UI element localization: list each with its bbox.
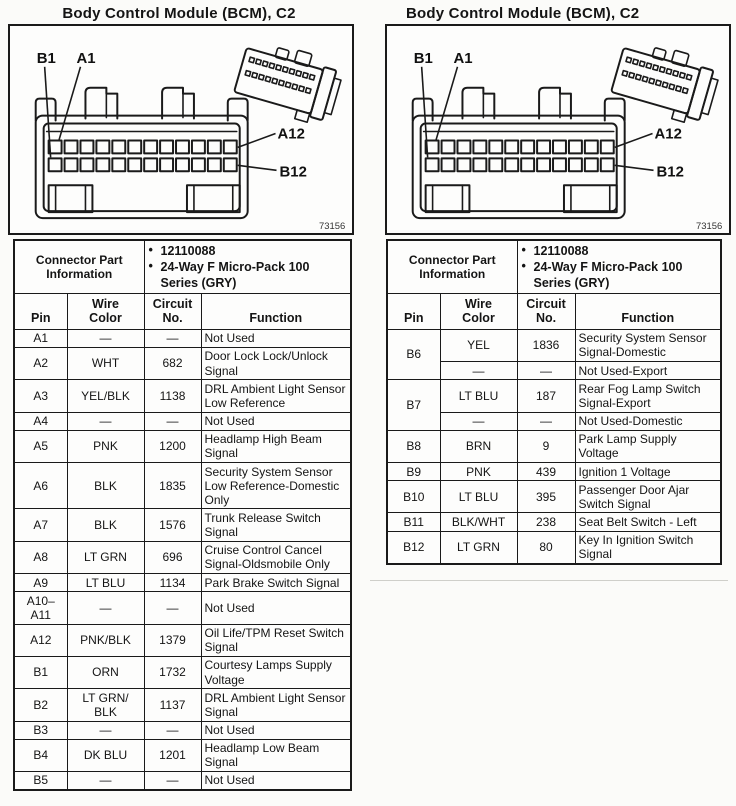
pin-cavity bbox=[505, 140, 518, 153]
function-cell: Not Used bbox=[201, 329, 351, 347]
function-cell: Park Brake Switch Signal bbox=[201, 574, 351, 592]
iso-pin-holes bbox=[245, 57, 315, 93]
iso-pin-hole bbox=[642, 76, 648, 82]
pin-cell: B9 bbox=[387, 463, 440, 481]
wire-color-cell: YEL bbox=[440, 329, 517, 361]
pin-cavity bbox=[553, 158, 566, 171]
leader-line-a12 bbox=[238, 133, 276, 147]
wire-color-cell: LT GRN/ BLK bbox=[67, 689, 144, 721]
wire-color-cell: BRN bbox=[440, 430, 517, 462]
table-row bbox=[14, 771, 351, 790]
wire-color-cell: WHT bbox=[67, 347, 144, 379]
wire-color-cell: — bbox=[67, 771, 144, 790]
col-header-function: Function bbox=[575, 293, 721, 329]
connector-part-numbers bbox=[144, 240, 351, 293]
iso-pin-hole bbox=[256, 59, 262, 65]
iso-pin-hole bbox=[633, 59, 639, 65]
pin-cavity bbox=[224, 140, 237, 153]
circuit-no-cell: — bbox=[144, 771, 201, 790]
function-cell: Security System Sensor Low Reference-Domestic Only bbox=[201, 463, 351, 509]
pin-cell: A2 bbox=[14, 347, 67, 379]
pin-cavity bbox=[65, 140, 78, 153]
part-number-text: 24-Way F Micro-Pack 100 Series (GRY) bbox=[533, 259, 683, 290]
part-number-text: 24-Way F Micro-Pack 100 Series (GRY) bbox=[160, 259, 310, 290]
function-cell: Not Used bbox=[201, 412, 351, 430]
bullet-icon: • bbox=[521, 258, 526, 273]
connector-part-numbers bbox=[517, 240, 721, 293]
pin-cell: B3 bbox=[14, 721, 67, 739]
function-cell: Not Used bbox=[201, 592, 351, 624]
circuit-no-cell: 187 bbox=[517, 380, 575, 412]
iso-pin-hole bbox=[659, 67, 665, 73]
pin-cavity bbox=[426, 158, 439, 171]
connector-front-view bbox=[36, 88, 248, 218]
connector-part-info-row bbox=[14, 240, 351, 293]
pin-cavity bbox=[112, 140, 125, 153]
pin-cavity bbox=[457, 140, 470, 153]
wire-color-cell: — bbox=[67, 412, 144, 430]
wire-color-cell: PNK/BLK bbox=[67, 624, 144, 656]
pin-cavity bbox=[96, 158, 109, 171]
iso-pin-hole bbox=[669, 84, 675, 90]
function-cell: DRL Ambient Light Sensor Low Reference bbox=[201, 380, 351, 412]
wire-color-cell: PNK bbox=[440, 463, 517, 481]
table-header-row bbox=[387, 293, 721, 329]
circuit-no-cell: 1732 bbox=[144, 656, 201, 688]
iso-pin-hole bbox=[269, 63, 275, 69]
connector-diagram-box bbox=[8, 24, 354, 235]
iso-pin-hole bbox=[680, 73, 686, 79]
iso-pin-hole bbox=[296, 71, 302, 77]
table-row bbox=[14, 430, 351, 462]
circuit-no-cell: — bbox=[517, 362, 575, 380]
circuit-no-cell: 696 bbox=[144, 541, 201, 573]
function-cell: Headlamp High Beam Signal bbox=[201, 430, 351, 462]
pin-cavity bbox=[457, 158, 470, 171]
function-cell: Trunk Release Switch Signal bbox=[201, 509, 351, 541]
function-cell: Headlamp Low Beam Signal bbox=[201, 739, 351, 771]
table-row bbox=[14, 380, 351, 412]
table-row bbox=[387, 513, 721, 531]
pin-label-b1: B1 bbox=[36, 49, 56, 67]
circuit-no-cell: 395 bbox=[517, 481, 575, 513]
iso-pin-hole bbox=[262, 61, 268, 67]
figure-number: 73156 bbox=[318, 221, 346, 233]
wire-color-cell: — bbox=[440, 362, 517, 380]
part-number-text: 12110088 bbox=[533, 243, 589, 258]
wire-color-cell: — bbox=[440, 412, 517, 430]
function-cell: Rear Fog Lamp Switch Signal-Export bbox=[575, 380, 721, 412]
iso-pin-hole bbox=[252, 73, 258, 79]
pin-cavity bbox=[442, 140, 455, 153]
circuit-no-cell: 1137 bbox=[144, 689, 201, 721]
connector-iso-view bbox=[609, 36, 723, 128]
panel-title: Body Control Module (BCM), C2 bbox=[62, 5, 296, 22]
bullet-icon: • bbox=[521, 242, 526, 257]
function-cell: Seat Belt Switch - Left bbox=[575, 513, 721, 531]
table-row bbox=[387, 481, 721, 513]
pin-cell: B1 bbox=[14, 656, 67, 688]
pin-cell: B11 bbox=[387, 513, 440, 531]
iso-pin-hole bbox=[285, 82, 291, 88]
wire-color-cell: — bbox=[67, 329, 144, 347]
pin-cell: B2 bbox=[14, 689, 67, 721]
iso-pin-hole bbox=[653, 65, 659, 71]
part-number-item bbox=[148, 243, 348, 259]
table-row bbox=[14, 739, 351, 771]
leader-line-a1 bbox=[436, 67, 458, 142]
pin-cell: A12 bbox=[14, 624, 67, 656]
circuit-no-cell: — bbox=[144, 329, 201, 347]
iso-pin-hole bbox=[676, 86, 682, 92]
col-header-circuit-no: Circuit No. bbox=[144, 293, 201, 329]
pin-cavity bbox=[521, 140, 534, 153]
function-cell: Not Used-Domestic bbox=[575, 412, 721, 430]
bullet-icon: • bbox=[148, 258, 153, 273]
iso-pin-hole bbox=[629, 73, 635, 79]
pin-label-a1: A1 bbox=[76, 49, 96, 67]
wire-color-cell: LT BLU bbox=[67, 574, 144, 592]
function-cell: Not Used bbox=[201, 771, 351, 790]
table-row bbox=[14, 463, 351, 509]
pin-cavity bbox=[208, 140, 221, 153]
table-row bbox=[14, 574, 351, 592]
table-header-row bbox=[14, 293, 351, 329]
table-row bbox=[14, 541, 351, 573]
wire-color-cell: LT GRN bbox=[67, 541, 144, 573]
pin-label-b12: B12 bbox=[656, 163, 684, 181]
pin-cell: A9 bbox=[14, 574, 67, 592]
part-number-item bbox=[148, 259, 348, 292]
pin-cavity bbox=[569, 140, 582, 153]
pin-cavity bbox=[601, 158, 614, 171]
pin-cavity bbox=[80, 140, 93, 153]
wire-color-cell: PNK bbox=[67, 430, 144, 462]
leader-line-a1 bbox=[59, 67, 81, 142]
pin-cavity bbox=[112, 158, 125, 171]
circuit-no-cell: 1835 bbox=[144, 463, 201, 509]
pin-cell: B6 bbox=[387, 329, 440, 379]
pin-cell: A7 bbox=[14, 509, 67, 541]
bcm-c2-panel-left bbox=[0, 0, 368, 791]
pin-cell: B4 bbox=[14, 739, 67, 771]
circuit-no-cell: 1576 bbox=[144, 509, 201, 541]
pin-grid bbox=[426, 140, 614, 171]
pin-cavity bbox=[160, 140, 173, 153]
wire-color-cell: BLK bbox=[67, 463, 144, 509]
figure-number: 73156 bbox=[695, 221, 723, 233]
table-row bbox=[14, 592, 351, 624]
pin-cell: B5 bbox=[14, 771, 67, 790]
pin-cavity bbox=[537, 140, 550, 153]
iso-pin-hole bbox=[249, 57, 255, 63]
iso-pin-hole bbox=[662, 82, 668, 88]
table-row bbox=[14, 689, 351, 721]
pin-cell: A5 bbox=[14, 430, 67, 462]
leader-line-a12 bbox=[615, 133, 653, 147]
connector-svg bbox=[10, 26, 352, 233]
table-row bbox=[14, 656, 351, 688]
iso-pin-hole bbox=[686, 74, 692, 80]
bcm-c2-panel-right bbox=[368, 0, 736, 565]
pin-cell: A4 bbox=[14, 412, 67, 430]
table-row bbox=[14, 624, 351, 656]
table-row bbox=[14, 721, 351, 739]
function-cell: Passenger Door Ajar Switch Signal bbox=[575, 481, 721, 513]
circuit-no-cell: 1134 bbox=[144, 574, 201, 592]
iso-pin-hole bbox=[636, 74, 642, 80]
pin-grid bbox=[49, 140, 237, 171]
pin-cell: A8 bbox=[14, 541, 67, 573]
pin-cavity bbox=[585, 158, 598, 171]
pin-cavity bbox=[128, 140, 141, 153]
pin-cavity bbox=[489, 140, 502, 153]
wire-color-cell: — bbox=[67, 721, 144, 739]
function-cell: Park Lamp Supply Voltage bbox=[575, 430, 721, 462]
pin-cavity bbox=[160, 158, 173, 171]
iso-pin-hole bbox=[303, 73, 309, 79]
iso-pin-hole bbox=[309, 74, 315, 80]
table-row bbox=[387, 430, 721, 462]
iso-pin-hole bbox=[656, 80, 662, 86]
leader-line-b12 bbox=[615, 165, 654, 170]
iso-pin-hole bbox=[649, 78, 655, 84]
circuit-no-cell: — bbox=[144, 721, 201, 739]
pin-cell: B7 bbox=[387, 380, 440, 430]
part-number-item bbox=[521, 259, 718, 292]
iso-pin-hole bbox=[639, 61, 645, 67]
iso-pin-hole bbox=[282, 67, 288, 73]
col-header-circuit-no: Circuit No. bbox=[517, 293, 575, 329]
pin-cavity bbox=[442, 158, 455, 171]
wire-color-cell: LT BLU bbox=[440, 380, 517, 412]
pin-cavity bbox=[128, 158, 141, 171]
function-cell: Oil Life/TPM Reset Switch Signal bbox=[201, 624, 351, 656]
pin-cavity bbox=[473, 140, 486, 153]
bullet-icon: • bbox=[148, 242, 153, 257]
function-cell: Courtesy Lamps Supply Voltage bbox=[201, 656, 351, 688]
connector-part-info-label: Connector Part Information bbox=[387, 240, 517, 293]
col-header-pin: Pin bbox=[14, 293, 67, 329]
circuit-no-cell: 1379 bbox=[144, 624, 201, 656]
iso-pin-hole bbox=[622, 71, 628, 77]
circuit-no-cell: 1836 bbox=[517, 329, 575, 361]
pin-cavity bbox=[537, 158, 550, 171]
pin-cavity bbox=[553, 140, 566, 153]
pin-cavity bbox=[224, 158, 237, 171]
iso-pin-hole bbox=[276, 65, 282, 71]
connector-part-info-label: Connector Part Information bbox=[14, 240, 144, 293]
circuit-no-cell: 9 bbox=[517, 430, 575, 462]
wire-color-cell: ORN bbox=[67, 656, 144, 688]
table-row bbox=[387, 380, 721, 412]
panel-title: Body Control Module (BCM), C2 bbox=[406, 5, 640, 22]
pin-label-a1: A1 bbox=[453, 49, 473, 67]
iso-pin-hole bbox=[289, 69, 295, 75]
circuit-no-cell: 682 bbox=[144, 347, 201, 379]
pin-cell: A10– A11 bbox=[14, 592, 67, 624]
pin-cell: B8 bbox=[387, 430, 440, 462]
pin-cavity bbox=[80, 158, 93, 171]
iso-pin-hole bbox=[682, 88, 688, 94]
part-number-text: 12110088 bbox=[160, 243, 216, 258]
wire-color-cell: YEL/BLK bbox=[67, 380, 144, 412]
function-cell: Security System Sensor Signal-Domestic bbox=[575, 329, 721, 361]
table-row bbox=[387, 531, 721, 564]
col-header-pin: Pin bbox=[387, 293, 440, 329]
pinout-table bbox=[13, 239, 352, 791]
circuit-no-cell: 1138 bbox=[144, 380, 201, 412]
table-row bbox=[14, 412, 351, 430]
iso-pin-hole bbox=[279, 80, 285, 86]
pin-label-a12: A12 bbox=[654, 125, 682, 143]
pin-cavity bbox=[505, 158, 518, 171]
circuit-no-cell: — bbox=[144, 592, 201, 624]
pin-cavity bbox=[601, 140, 614, 153]
pin-cavity bbox=[208, 158, 221, 171]
table-row bbox=[387, 463, 721, 481]
wire-color-cell: LT GRN bbox=[440, 531, 517, 564]
leader-line-b1 bbox=[422, 67, 428, 158]
pin-cavity bbox=[521, 158, 534, 171]
iso-pin-holes bbox=[622, 57, 692, 93]
wire-color-cell: BLK bbox=[67, 509, 144, 541]
iso-pin-hole bbox=[292, 84, 298, 90]
pin-cell: A3 bbox=[14, 380, 67, 412]
table-row bbox=[14, 509, 351, 541]
circuit-no-cell: 1201 bbox=[144, 739, 201, 771]
iso-pin-hole bbox=[259, 74, 265, 80]
pin-cavity bbox=[473, 158, 486, 171]
col-header-wire-color: Wire Color bbox=[440, 293, 517, 329]
function-cell: Ignition 1 Voltage bbox=[575, 463, 721, 481]
connector-diagram-box bbox=[385, 24, 731, 235]
wire-color-cell: BLK/WHT bbox=[440, 513, 517, 531]
iso-pin-hole bbox=[272, 78, 278, 84]
leader-line-b12 bbox=[238, 165, 277, 170]
iso-pin-hole bbox=[299, 86, 305, 92]
function-cell: Key In Ignition Switch Signal bbox=[575, 531, 721, 564]
pin-cavity bbox=[144, 158, 157, 171]
function-cell: Not Used bbox=[201, 721, 351, 739]
function-cell: Not Used-Export bbox=[575, 362, 721, 380]
wire-color-cell: — bbox=[67, 592, 144, 624]
circuit-no-cell: 439 bbox=[517, 463, 575, 481]
pin-cell: A6 bbox=[14, 463, 67, 509]
pin-label-a12: A12 bbox=[277, 125, 305, 143]
pin-cell: A1 bbox=[14, 329, 67, 347]
iso-pin-hole bbox=[245, 71, 251, 77]
connector-iso-view bbox=[232, 36, 346, 128]
pin-label-b12: B12 bbox=[279, 163, 307, 181]
connector-part-info-row bbox=[387, 240, 721, 293]
wire-color-cell: LT BLU bbox=[440, 481, 517, 513]
circuit-no-cell: 80 bbox=[517, 531, 575, 564]
pin-cavity bbox=[96, 140, 109, 153]
pinout-table bbox=[386, 239, 722, 565]
pin-cell: B12 bbox=[387, 531, 440, 564]
function-cell: Door Lock Lock/Unlock Signal bbox=[201, 347, 351, 379]
circuit-no-cell: 1200 bbox=[144, 430, 201, 462]
wire-color-cell: DK BLU bbox=[67, 739, 144, 771]
function-cell: Cruise Control Cancel Signal-Oldsmobile Only bbox=[201, 541, 351, 573]
pin-cavity bbox=[192, 158, 205, 171]
col-header-function: Function bbox=[201, 293, 351, 329]
iso-pin-hole bbox=[305, 88, 311, 94]
pin-cavity bbox=[569, 158, 582, 171]
iso-pin-hole bbox=[265, 76, 271, 82]
table-row bbox=[14, 347, 351, 379]
table-row bbox=[387, 329, 721, 361]
function-cell: DRL Ambient Light Sensor Signal bbox=[201, 689, 351, 721]
iso-pin-hole bbox=[646, 63, 652, 69]
iso-pin-hole bbox=[666, 69, 672, 75]
pin-cavity bbox=[192, 140, 205, 153]
connector-svg bbox=[387, 26, 729, 233]
pin-cavity bbox=[49, 158, 62, 171]
pin-cavity bbox=[65, 158, 78, 171]
iso-pin-hole bbox=[626, 57, 632, 63]
pin-cavity bbox=[489, 158, 502, 171]
part-number-item bbox=[521, 243, 718, 259]
circuit-no-cell: — bbox=[517, 412, 575, 430]
connector-front-view bbox=[413, 88, 625, 218]
pin-cavity bbox=[176, 140, 189, 153]
circuit-no-cell: — bbox=[144, 412, 201, 430]
pin-cavity bbox=[144, 140, 157, 153]
pin-cavity bbox=[585, 140, 598, 153]
pin-label-b1: B1 bbox=[413, 49, 433, 67]
pin-cavity bbox=[176, 158, 189, 171]
page-artifact-line bbox=[370, 580, 728, 581]
iso-pin-hole bbox=[673, 71, 679, 77]
col-header-wire-color: Wire Color bbox=[67, 293, 144, 329]
pin-cell: B10 bbox=[387, 481, 440, 513]
table-row bbox=[14, 329, 351, 347]
circuit-no-cell: 238 bbox=[517, 513, 575, 531]
